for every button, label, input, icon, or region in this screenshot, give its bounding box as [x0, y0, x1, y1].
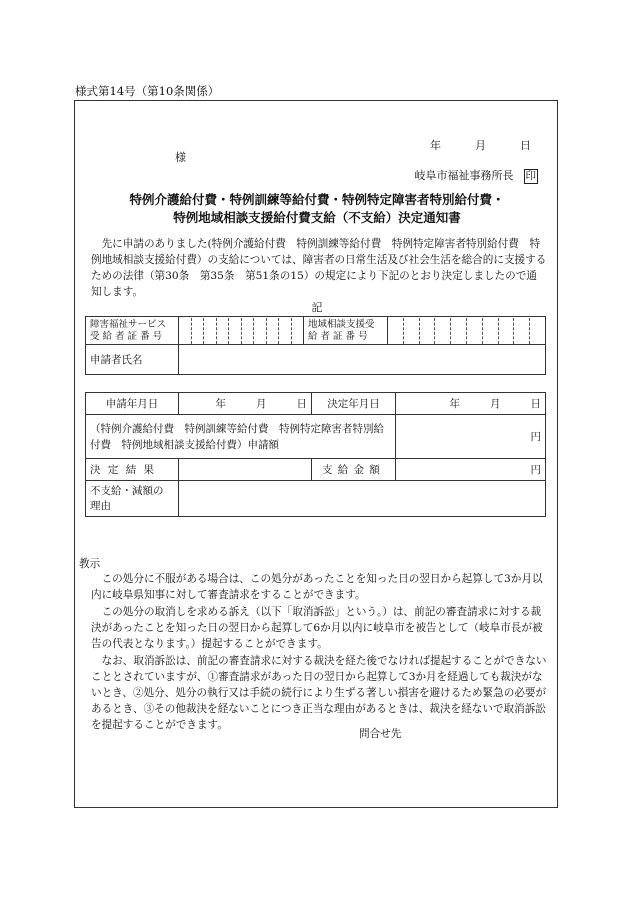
- app-year: 年: [215, 398, 226, 410]
- kyoji-paragraph-1: この処分に不服がある場合は、この処分があったことを知った日の翌日から起算して3か月以内に岐阜県知事に対して審査請求をすることができます。: [91, 573, 543, 601]
- issuer: [415, 167, 539, 184]
- kyoji-paragraph-2: この処分の取消しを求める訴え（以下「取消訴訟」という。）は、前記の審査請求に対する裁決があったことを知った日の翌日から起算して6か月以内に岐阜市を被告として（岐阜市長が被告の代表となります。）提起することができます。: [91, 606, 543, 650]
- kyoji-heading: 教示: [79, 558, 101, 570]
- decision-table: [85, 392, 546, 517]
- seal-mark: 印: [525, 170, 536, 182]
- community-recipient-number-field[interactable]: [388, 317, 546, 345]
- contact-label: 問合せ先: [359, 728, 402, 740]
- reason-label-line1: 不支給・減額の: [90, 484, 164, 497]
- application-amount-field[interactable]: [396, 415, 546, 459]
- community-label-line1: 地域相談支援受: [308, 318, 375, 330]
- yen-unit: 円: [530, 464, 541, 476]
- document-title-line1: 特例介護給付費・特例訓練等給付費・特例特定障害者特別給付費・: [129, 192, 505, 207]
- form-number-label: 様式第14号（第10条関係）: [75, 84, 220, 98]
- service-label-line1: 障害福祉サービス: [90, 318, 167, 330]
- applicant-name-label: 申請者氏名: [86, 345, 179, 375]
- applicant-name-field[interactable]: [179, 345, 546, 375]
- app-month: 月: [256, 398, 267, 410]
- addressee-suffix: 様: [175, 151, 186, 164]
- notice-frame: [74, 100, 558, 808]
- decision-date-field[interactable]: [396, 393, 546, 415]
- service-label-line2: 受 給 者 証 番 号: [90, 330, 163, 342]
- payment-amount-label: 支給金額: [312, 459, 396, 481]
- reason-field[interactable]: [179, 481, 546, 517]
- app-day: 日: [296, 398, 307, 410]
- notice-body: 先に申請のありました(特例介護給付費 特例訓練等給付費 特例特定障害者特別給付費 特例地域相談支援給付費）の支給については、障害者の日常生活及び社会生活を総合的に支援するための法律（第30条 第35条 第51条の15）の規定により下記のとおり決定しましたので通知します。: [91, 238, 547, 298]
- dec-day: 日: [530, 398, 541, 410]
- community-label-line2: 給 者 証 番 号: [308, 330, 368, 342]
- kyoji-paragraph-3: なお、取消訴訟は、前記の審査請求に対する裁決を経た後でなければ提起することができないこととされていますが、①審査請求があった日の翌日から起算して3か月を経過しても裁決がないとき、②処分、処分の執行又は手続の続行により生ずる著しい損害を避けるため緊急の必要があるとき、③その他裁決を経ないことにつき正当な理由があるときは、裁決を経ないで取消訴訟を提起することができます。: [91, 655, 547, 731]
- day-label: 日: [520, 139, 531, 152]
- document-title-line2: 特例地域相談支援給付費支給（不支給）決定通知書: [173, 210, 461, 225]
- year-label: 年: [430, 139, 441, 152]
- yen-unit: 円: [530, 431, 541, 443]
- decision-date-label: 決定年月日: [312, 393, 396, 415]
- issue-date: [430, 137, 531, 153]
- dec-year: 年: [449, 398, 460, 410]
- issuer-name: 岐阜市福祉事務所長: [414, 169, 514, 182]
- service-recipient-number-label: [86, 317, 179, 345]
- month-label: 月: [475, 139, 486, 152]
- ki-heading: 記: [311, 301, 323, 314]
- recipient-number-table: [85, 316, 546, 375]
- reason-label-line2: 理由: [90, 499, 111, 512]
- application-date-field[interactable]: [179, 393, 312, 415]
- community-recipient-number-label: [304, 317, 388, 345]
- reason-label: [86, 481, 179, 517]
- application-date-label: 申請年月日: [86, 393, 179, 415]
- decision-result-label: 決定結果: [86, 459, 179, 481]
- application-amount-label: （特例介護給付費 特例訓練等給付費 特例特定障害者特別給付費 特例地域相談支援給付費）申請額: [86, 415, 396, 459]
- service-recipient-number-field[interactable]: [179, 317, 304, 345]
- decision-result-field[interactable]: [179, 459, 312, 481]
- payment-amount-field[interactable]: [396, 459, 546, 481]
- dec-month: 月: [490, 398, 501, 410]
